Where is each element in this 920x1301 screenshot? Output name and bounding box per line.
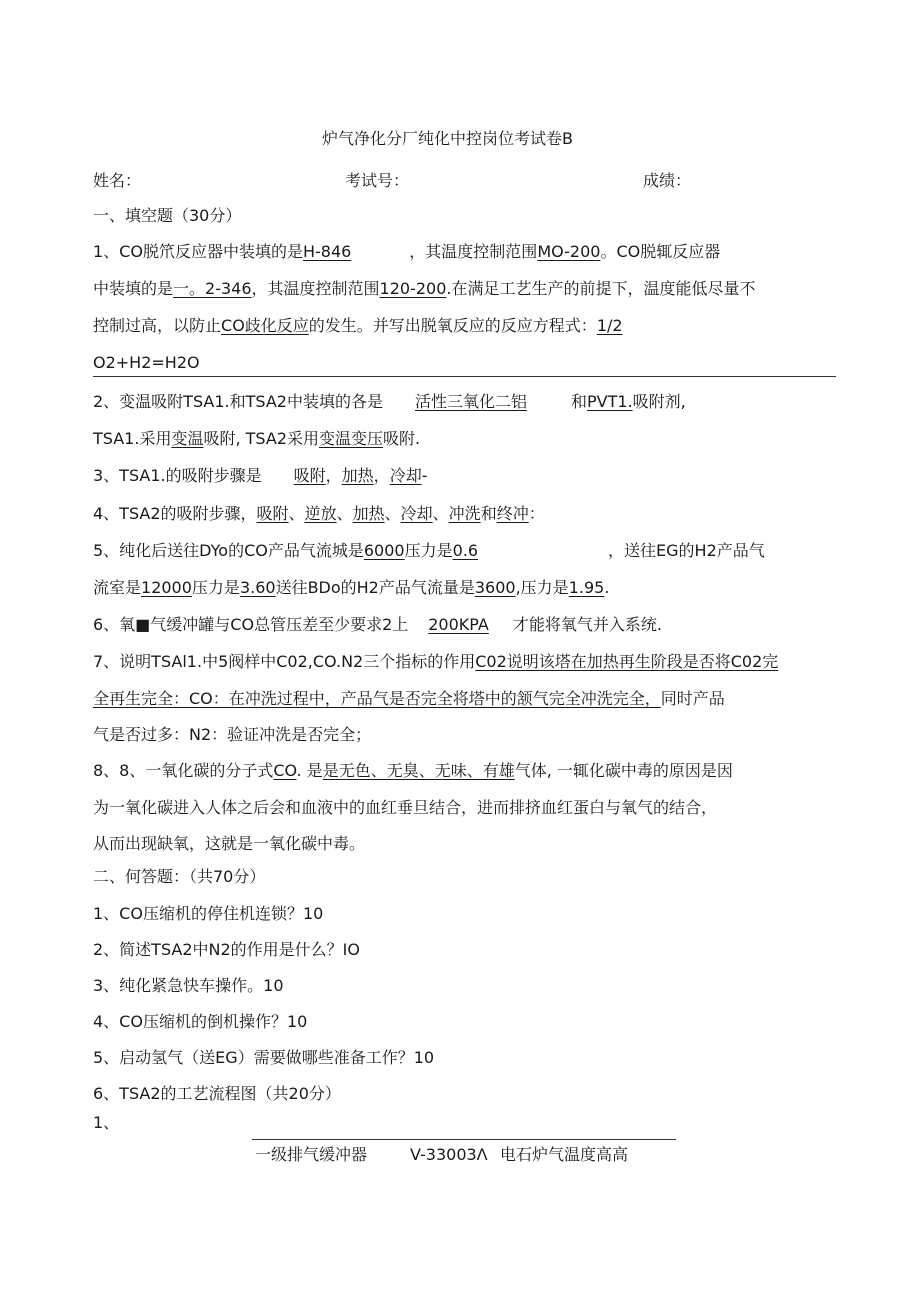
- q7-answer-2: 全再生完全：CO：在冲洗过程中，产品气是否完全将塔中的颔气完全冲洗完全，: [93, 689, 661, 708]
- q3-line: [93, 465, 427, 487]
- q1-answer-2: MO-200: [537, 242, 601, 261]
- divider-line: [93, 376, 836, 377]
- q2-answer-3: 变温: [171, 429, 204, 448]
- q8-line2: 为一氧化碳进入人体之后会和血液中的血红垂旦结合，进而排挤血红蛋白与氧气的结合，: [93, 798, 718, 817]
- section2-heading: 二、何答题：（共70分）: [93, 867, 266, 886]
- section2-item: 5、启动氢气（送EG）需要做哪些准备工作？10: [93, 1048, 435, 1067]
- q1-text: 。CO脱辄反应器: [600, 242, 721, 261]
- q1-answer-1: H-846: [302, 242, 352, 261]
- q4-text: 、: [336, 504, 353, 523]
- q4-text: 、: [384, 504, 401, 523]
- q3-text: 3、TSA1.的吸附步骤是: [93, 466, 262, 485]
- q1-text: ，其温度控制范围: [409, 242, 538, 261]
- q8-text: 8、8、一氧化碳的分子式: [93, 761, 274, 780]
- q4-answer-3: 加热: [352, 504, 385, 523]
- q7-text: 7、说明TSAl1.中5阀样中C02,CO.N2三个指标的作用: [93, 652, 476, 671]
- answer-cell-3: 电石炉气温度高高: [500, 1145, 629, 1164]
- q8-text: . 是: [296, 761, 323, 780]
- answer-cell-2: V-33003Λ: [410, 1145, 488, 1164]
- q4-line: [93, 503, 545, 525]
- q5-answer-1: 6000: [363, 541, 405, 560]
- section2-item: 3、纯化紧急快车操作。10: [93, 976, 284, 995]
- q5-text: ，送往EG的H2产品气: [608, 541, 765, 560]
- q6-text: 6、氧■气缓冲罐与CO总管压差至少要求2上: [93, 615, 409, 634]
- q8-answer-1: CO: [273, 761, 297, 780]
- q4-answer-5: 冲洗: [448, 504, 481, 523]
- exam-no-label: 考试号：: [345, 171, 410, 190]
- section2-item: 1、CO压缩机的停住机连锁？10: [93, 904, 324, 923]
- q2-text: TSA1.采用: [93, 429, 172, 448]
- section2-item: 2、简述TSA2中N2的作用是什么？IO: [93, 940, 360, 959]
- q4-answer-2: 逆放: [304, 504, 337, 523]
- q5-text: .: [604, 578, 610, 597]
- q8-line1: [93, 760, 733, 782]
- page-title: 炉气净化分厂纯化中控岗位考试卷B: [322, 129, 573, 148]
- q2-answer-2: PVT1.: [587, 392, 633, 411]
- q2-answer-1: 活性三氧化二铝: [414, 392, 527, 411]
- q1-line4: O2+H2=H2O: [93, 353, 200, 372]
- q4-answer-1: 吸附: [256, 504, 289, 523]
- q5-answer-4: 3.60: [239, 578, 276, 597]
- q5-line1: [93, 540, 765, 562]
- q4-text: 、: [288, 504, 305, 523]
- q1-text: 中装填的是: [93, 279, 174, 298]
- q1-answer-6: 1/2: [596, 316, 623, 335]
- answer-cell-1: 一级排气缓冲器: [255, 1145, 368, 1164]
- q5-text: 压力是: [191, 578, 240, 597]
- q2-text: 2、变温吸附TSA1.和TSA2中装填的各是: [93, 392, 383, 411]
- q6-line: [93, 614, 662, 636]
- q8-line3: 从而出现缺氧，这就是一氧化碳中毒。: [93, 834, 366, 853]
- q2-line1: [93, 391, 686, 413]
- q5-line2: [93, 577, 609, 599]
- q7-text: 同时产品: [660, 689, 725, 708]
- q2-answer-4: 变温变压: [319, 429, 384, 448]
- q5-answer-3: 12000: [141, 578, 192, 597]
- score-label: 成绩：: [643, 171, 692, 190]
- q3-text: ，: [325, 466, 342, 485]
- q5-text: 流室是: [93, 578, 142, 597]
- q1-line1: [93, 241, 720, 263]
- q1-text: 控制过高，以防止: [93, 316, 222, 335]
- q5-answer-2: 0.6: [452, 541, 479, 560]
- q4-text: ：: [528, 504, 545, 523]
- section2-item: 4、CO压缩机的倒机操作？10: [93, 1012, 308, 1031]
- q2-text: 吸附剂,: [632, 392, 686, 411]
- q3-answer-1: 吸附: [293, 466, 326, 485]
- q4-answer-4: 冷却: [400, 504, 433, 523]
- q7-line1: [93, 651, 778, 673]
- q1-line2: [93, 278, 755, 300]
- q5-answer-6: 1.95: [568, 578, 605, 597]
- q1-answer-4: 120-200: [379, 279, 447, 298]
- q4-text: 、: [432, 504, 449, 523]
- section1-heading: 一、填空题（30分）: [93, 206, 242, 225]
- q3-text: -: [421, 466, 428, 485]
- q3-text: ，: [373, 466, 390, 485]
- q6-text: 才能将氧气并入系统.: [512, 615, 662, 634]
- q8-text: 气体, 一辄化碳中毒的原因是因: [514, 761, 733, 780]
- q1-text: 1、CO脱笊反应器中装填的是: [93, 242, 303, 261]
- section2-item: 6、TSA2的工艺流程图（共20分）: [93, 1084, 341, 1103]
- q6-answer: 200KPA: [428, 615, 489, 634]
- answer-table-line: [252, 1139, 676, 1140]
- q1-text: ，其温度控制范围: [251, 279, 380, 298]
- q7-line3: 气是否过多：N2：验证冲洗是否完全；: [93, 725, 372, 744]
- q2-line2: [93, 428, 420, 450]
- q5-text: 压力是: [404, 541, 453, 560]
- q1-answer-5: CO歧化反应: [221, 316, 309, 335]
- q8-answer-2: 是无色、无臭、无味、有雄: [322, 761, 515, 780]
- q1-text: .在满足工艺生产的前提下，温度能低尽量不: [446, 279, 756, 298]
- q5-text: ,压力是: [515, 578, 569, 597]
- q3-answer-2: 加热: [341, 466, 374, 485]
- q4-text: 4、TSA2的吸附步骤，: [93, 504, 257, 523]
- q4-answer-6: 终冲: [496, 504, 529, 523]
- q5-text: 5、纯化后送往DYo的CO产品气流城是: [93, 541, 364, 560]
- q7-answer-1: C02说明该塔在加热再生阶段是否将C02完: [475, 652, 779, 671]
- q2-text: 吸附, TSA2采用: [203, 429, 319, 448]
- q1-line3: [93, 315, 623, 337]
- answer-number: 1、: [93, 1113, 120, 1132]
- q2-text: 吸附.: [383, 429, 421, 448]
- q1-answer-3: 一。2-346: [173, 279, 252, 298]
- q3-answer-3: 冷却: [389, 466, 422, 485]
- q4-text: 和: [480, 504, 497, 523]
- q1-text: 的发生。并写出脱氧反应的反应方程式：: [308, 316, 597, 335]
- q5-text: 送往BDo的H2产品气流量是: [275, 578, 475, 597]
- q7-line2: [93, 688, 725, 710]
- name-label: 姓名：: [93, 171, 142, 190]
- q5-answer-5: 3600: [474, 578, 516, 597]
- q2-text: 和: [571, 392, 588, 411]
